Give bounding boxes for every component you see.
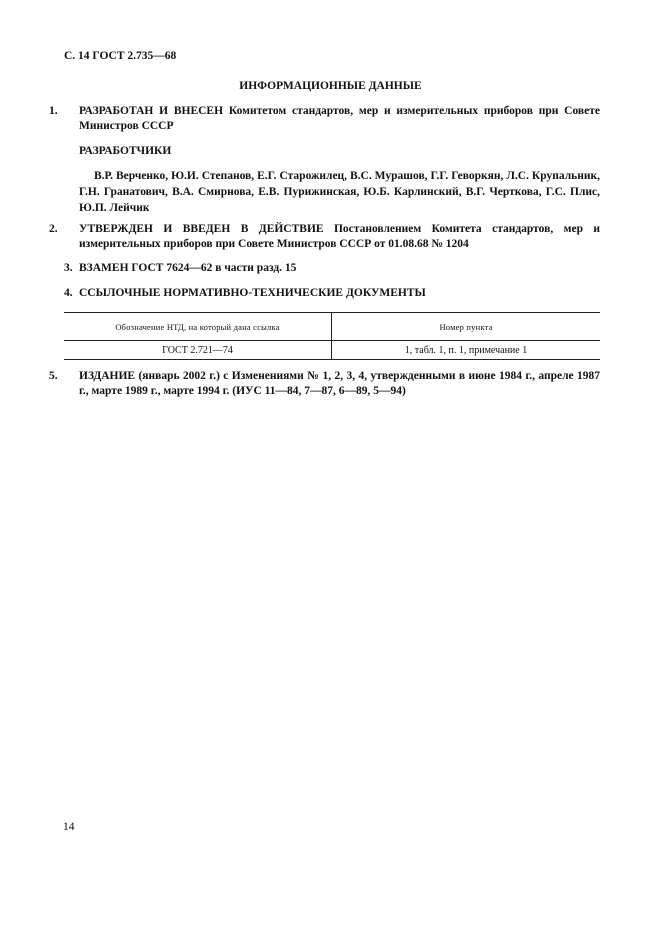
item-number: 4. bbox=[64, 287, 73, 299]
item-number: 2. bbox=[49, 223, 58, 235]
item-number: 1. bbox=[49, 105, 58, 117]
item-text: ИЗДАНИЕ (январь 2002 г.) с Изменениями № 1, 2, 3, 4, утвержденными в июне 1984 г., апреле 1987 г., марте 1989 г., марте 1994 г. (ИУС 11—84, 7—87, 6—89, 5—94) bbox=[79, 370, 600, 397]
item-replaces bbox=[64, 261, 600, 276]
item-text: ССЫЛОЧНЫЕ НОРМАТИВНО-ТЕХНИЧЕСКИЕ ДОКУМЕНТЫ bbox=[79, 287, 426, 299]
developers-list: В.Р. Верченко, Ю.И. Степанов, Е.Г. Старожилец, В.С. Мурашов, Г.Г. Геворкян, Л.С. Крупальник, Г.Н. Гранатович, В.А. Смирнова, Е.В. Пурижинская, Ю.Б. Карлинский, В.Г. Черткова, Г.С. Плис, Ю.П. Лейчик bbox=[79, 170, 600, 214]
table-header-cell: Обозначение НТД, на который дана ссылка bbox=[64, 313, 332, 341]
item-number: 3. bbox=[64, 262, 73, 274]
section-title: ИНФОРМАЦИОННЫЕ ДАННЫЕ bbox=[239, 80, 422, 92]
table-header-cell: Номер пункта bbox=[332, 313, 601, 341]
item-text: УТВЕРЖДЕН И ВВЕДЕН В ДЕЙСТВИЕ Постановлением Комитета стандартов, мер и измерительных приборов при Совете Министров СССР от 01.08.68 № 1204 bbox=[79, 223, 600, 250]
item-approved bbox=[49, 222, 600, 252]
item-references bbox=[64, 286, 600, 301]
reference-table bbox=[64, 312, 600, 360]
item-edition bbox=[49, 369, 600, 399]
item-developed bbox=[49, 104, 600, 134]
developers-heading: РАЗРАБОТЧИКИ bbox=[79, 145, 172, 157]
table-cell: 1, табл. 1, п. 1, примечание 1 bbox=[332, 341, 601, 360]
item-number: 5. bbox=[49, 370, 58, 382]
page-number: 14 bbox=[63, 821, 75, 833]
table-header-row bbox=[64, 313, 600, 341]
item-text: РАЗРАБОТАН И ВНЕСЕН Комитетом стандартов, мер и измерительных приборов при Совете Министров СССР bbox=[79, 105, 600, 132]
table-cell: ГОСТ 2.721—74 bbox=[64, 341, 332, 360]
page-header: С. 14 ГОСТ 2.735—68 bbox=[64, 50, 177, 62]
table-row bbox=[64, 341, 600, 360]
item-text: ВЗАМЕН ГОСТ 7624—62 в части разд. 15 bbox=[79, 262, 297, 274]
